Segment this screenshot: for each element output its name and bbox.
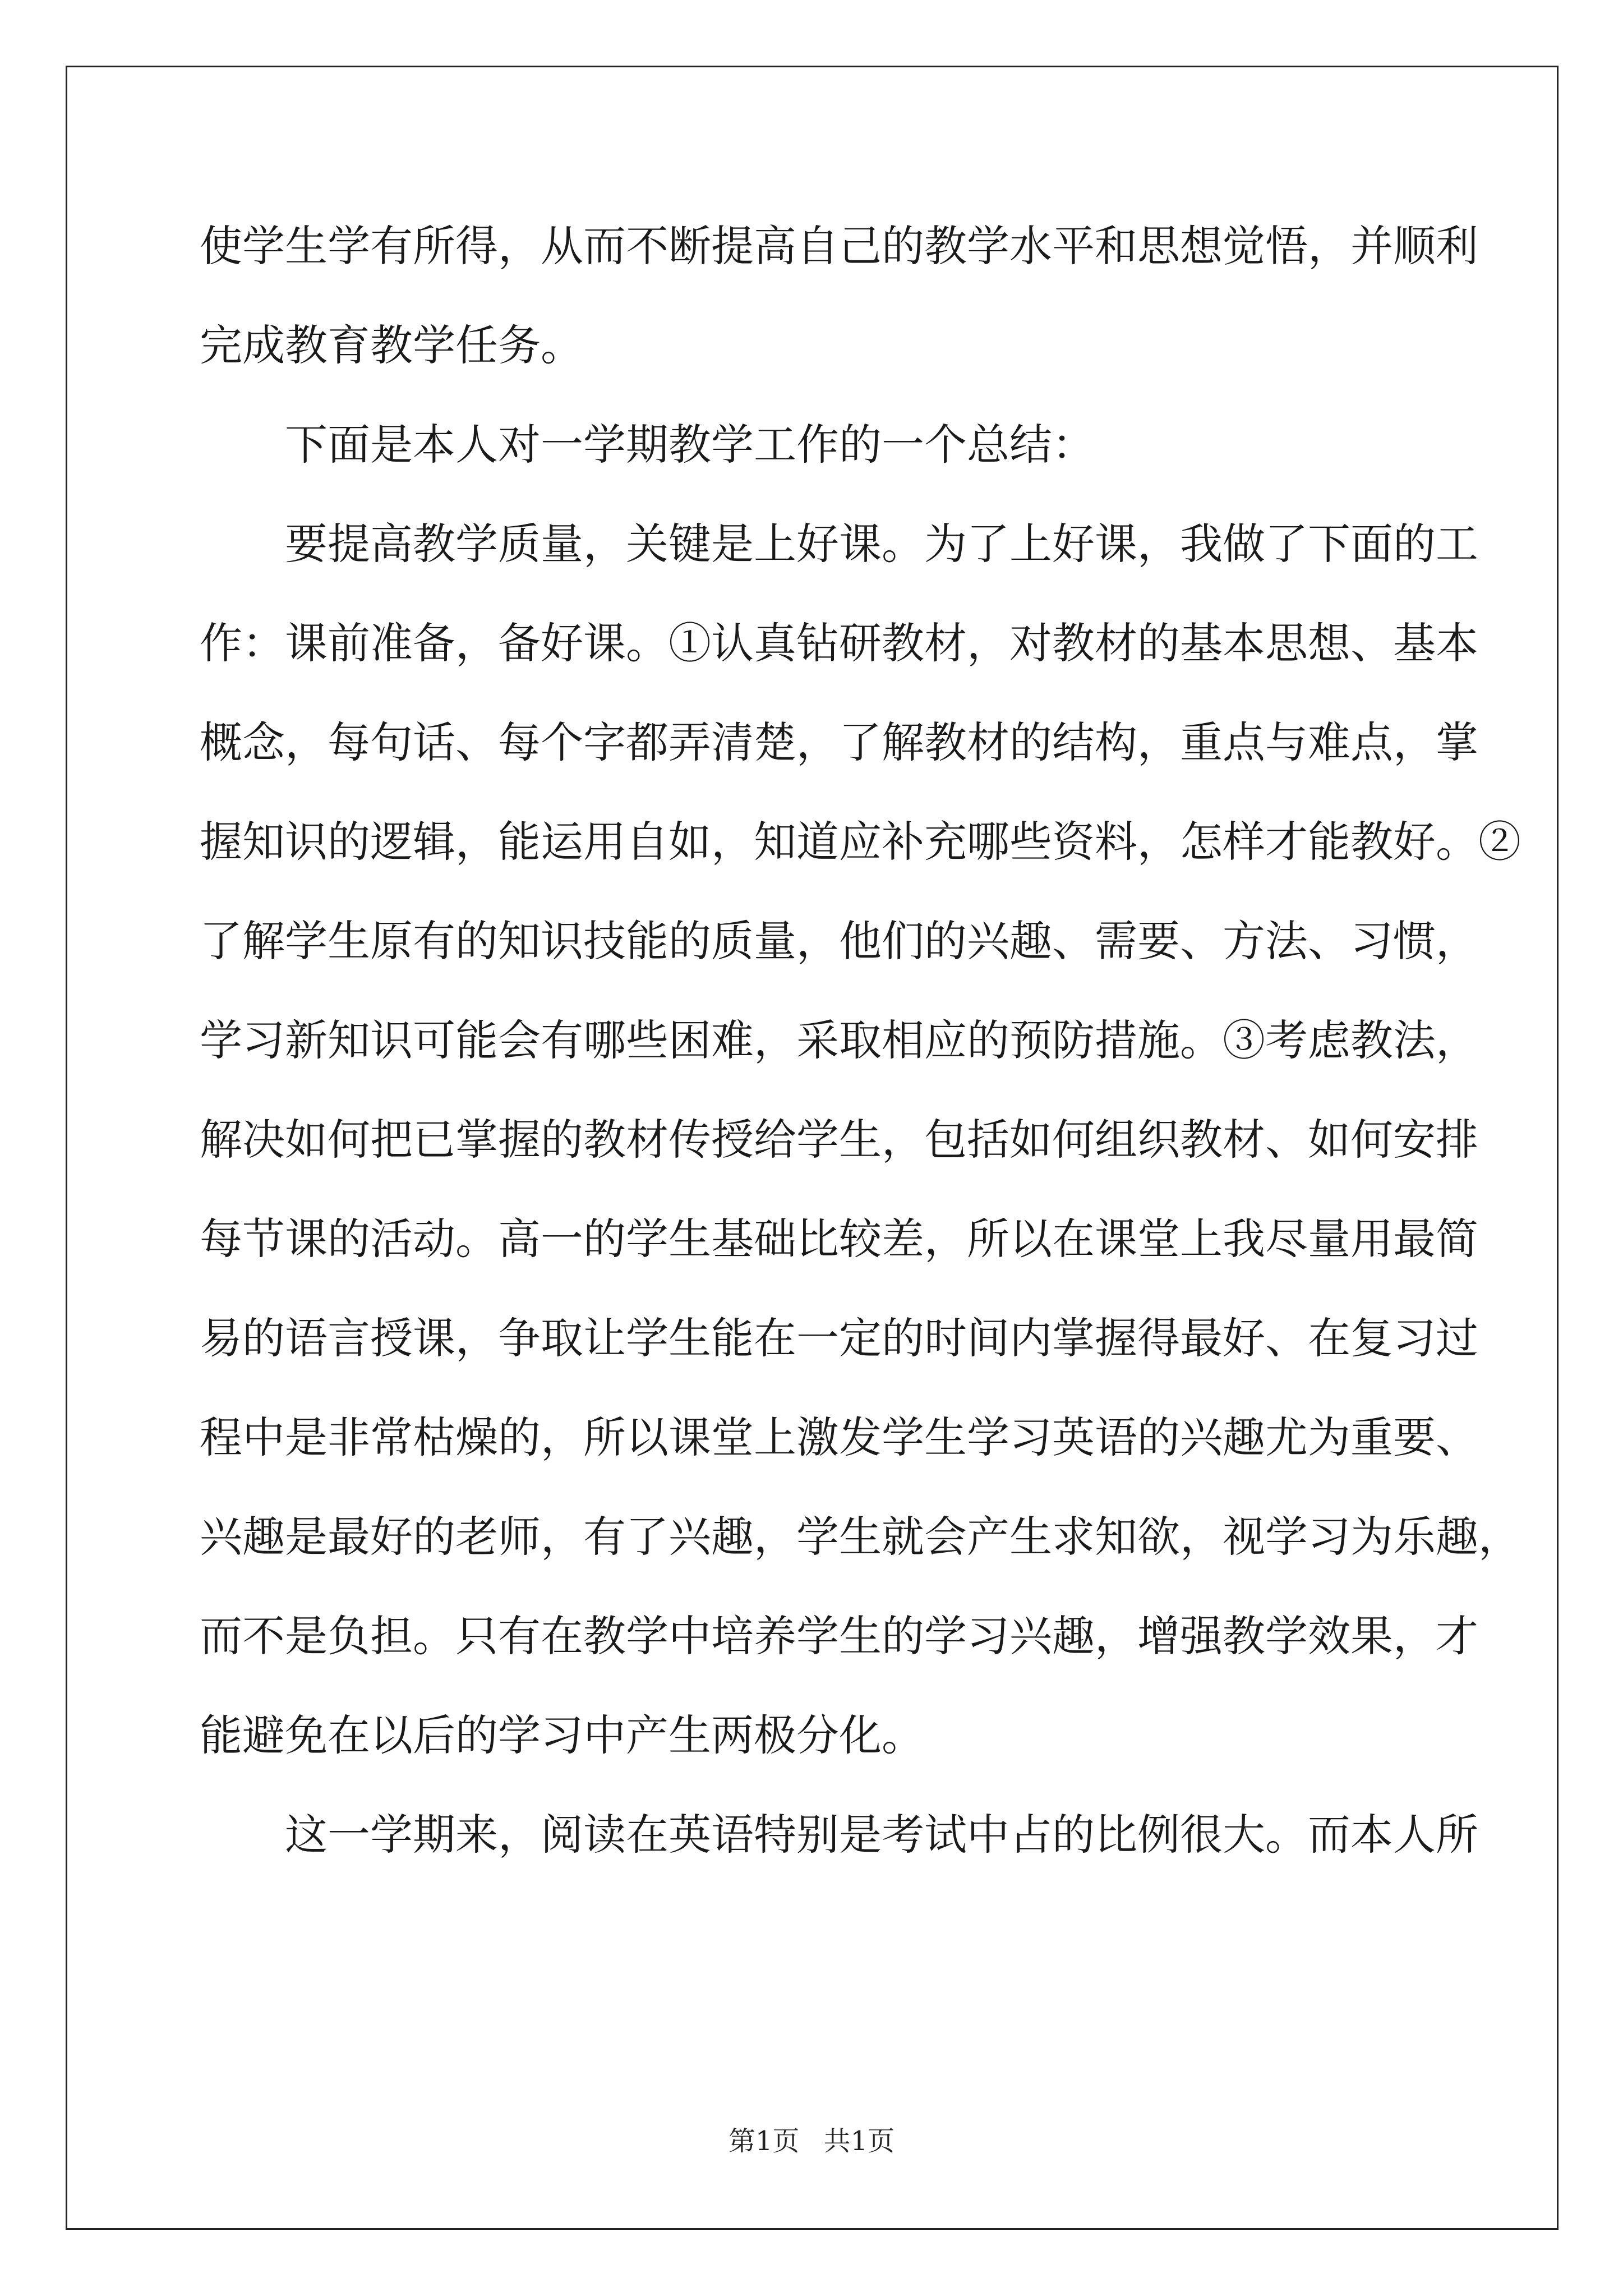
text-line: 易的语言授课，争取让学生能在一定的时间内掌握得最好、在复习过 bbox=[200, 1313, 1478, 1363]
text-line: 握知识的逻辑，能运用自如，知道应补充哪些资料，怎样才能教好。② bbox=[200, 817, 1521, 867]
paragraph-start: 要提高教学质量，关键是上好课。为了上好课，我做了下面的工 bbox=[285, 519, 1478, 569]
text-line: 兴趣是最好的老师，有了兴趣，学生就会产生求知欲，视学习为乐趣， bbox=[200, 1512, 1521, 1562]
text-line: 了解学生原有的知识技能的质量，他们的兴趣、需要、方法、习惯， bbox=[200, 916, 1478, 966]
document-body bbox=[200, 215, 1521, 1903]
text-line: 使学生学有所得，从而不断提高自己的教学水平和思想觉悟，并顺利 bbox=[200, 221, 1478, 271]
text-line: 学习新知识可能会有哪些困难，采取相应的预防措施。③考虑教法， bbox=[200, 1015, 1478, 1065]
text-line: 完成教育教学任务。 bbox=[200, 320, 583, 370]
text-line: 每节课的活动。高一的学生基础比较差，所以在课堂上我尽量用最简 bbox=[200, 1214, 1478, 1264]
paragraph-start: 这一学期来，阅读在英语特别是考试中占的比例很大。而本人所 bbox=[285, 1810, 1478, 1860]
text-line: 概念，每句话、每个字都弄清楚，了解教材的结构，重点与难点，掌 bbox=[200, 717, 1478, 767]
page-total: 共1页 bbox=[823, 2125, 895, 2157]
page-number: 第1页 bbox=[728, 2125, 800, 2157]
text-line: 解决如何把已掌握的教材传授给学生，包括如何组织教材、如何安排 bbox=[200, 1115, 1478, 1165]
text-line: 作：课前准备，备好课。①认真钻研教材，对教材的基本思想、基本 bbox=[200, 618, 1478, 668]
text-line: 而不是负担。只有在教学中培养学生的学习兴趣，增强教学效果，才 bbox=[200, 1611, 1478, 1661]
paragraph-start: 下面是本人对一学期教学工作的一个总结： bbox=[285, 420, 1095, 470]
text-line: 程中是非常枯燥的，所以课堂上激发学生学习英语的兴趣尤为重要、 bbox=[200, 1412, 1478, 1462]
text-line: 能避免在以后的学习中产生两极分化。 bbox=[200, 1710, 924, 1760]
page-footer bbox=[0, 2119, 1623, 2158]
